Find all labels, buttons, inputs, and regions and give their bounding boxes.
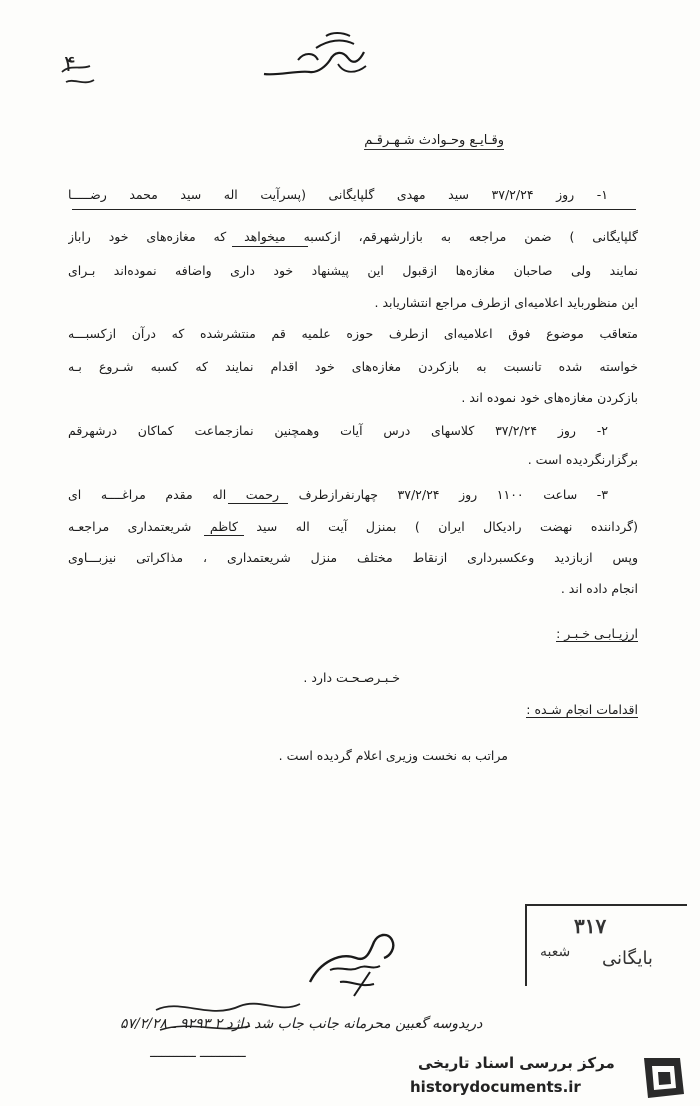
underline-name [72,209,636,210]
actions-heading-text: اقدامات انجام شـده : [526,702,638,717]
top-signature [258,30,378,90]
item-2-line-2: خواسته شده تانسبت به بازکردن مغازه‌های خود اقدام نمایند که کسبه شـروع بـه [68,359,638,374]
underline-kazem [204,535,244,536]
stamp-word: شعبه [540,944,571,960]
archive-logo-icon [636,1052,688,1100]
stamp-number: ۳۱۷ [574,914,607,938]
assessment-text: خـبـرصـحـت دارد . [303,670,400,685]
underline-moghaddam [228,503,288,504]
item-3-line-1: ۲- روز ۳۷/۲/۲۴ کلاسهای درس آیات وهمچنین نمازجماعت کماکان درشهرقم [68,423,608,438]
handwritten-note: دریدوسه گعبین محرمانه جانب جاب شد داژد ۲ ۹۲۹۳ ـ ۵۷/۲/۲۸ [120,1016,483,1032]
actions-text: مراتب به نخست وزیری اعلام گردیده است . [278,748,508,763]
item-4-line-2: (گرداننده نهضت رادیکال ایران ) بمنزل آیت اله سید کاظم شریعتمداری مراجعـه [68,519,638,534]
item-4-line-4: انجام داده اند . [560,581,638,596]
item-2-line-3: بازکردن مغازه‌های خود نموده اند . [461,390,638,405]
assessment-heading [556,626,638,641]
assessment-heading-text: ارزیـابـی خـبـر : [556,626,638,641]
top-signature-text [268,42,273,43]
item-1-line-2: گلپایگانی ) ضمن مراجعه به بازارشهرقم، ازکسبه میخواهد که مغازه‌های خود راباز [68,229,638,244]
handwritten-note-2: ــــــــــــ ــــــــــــ [150,1046,246,1061]
document-title: وقـایـع وحـوادث شـهـرقـم [364,133,504,148]
item-2-line-1: متعاقب موضوع فوق اعلامیه‌ای ازطرف حوزه علمیه قم منتشرشده که درآن ازکسبـــه [68,326,638,341]
top-left-mark: ۴ [64,52,76,77]
item-4-line-1: ۳- ساعت ۱۱۰۰ روز ۳۷/۲/۲۴ چهارنفرازطرف رحمت اله مقدم مراغــــه ای [68,487,608,502]
item-1-line-4: این منظورباید اعلامیه‌ای ازطرف مراجع انتشاریابد . [374,295,638,310]
watermark-url: historydocuments.ir [410,1078,581,1096]
item-1-line-3: نمایند ولی صاحبان مغازه‌ها ازقبول این پیشنهاد خود داری واضافه نموده‌اند بـرای [68,263,638,278]
item-3-line-2: برگزارنگردیده است . [527,452,638,467]
actions-heading [526,702,638,717]
bottom-signature-text [320,950,323,951]
top-left-mark-stroke [60,60,100,90]
watermark-org-name: مرکز بررسی اسناد تاریخی [418,1054,615,1072]
item-4-line-3: وپس ازبازدید وعکسبرداری ازنقاط مختلف منزل شریعتمداری ، مذاکراتی نیزبـــاوی [68,550,638,565]
item-1-line-1: ۱- روز ۳۷/۲/۲۴ سید مهدی گلپایگانی (پسرآیت اله سید محمد رضـــــا [68,187,608,202]
stamp-label: بایگانی [602,948,653,969]
underline-shops [232,246,308,247]
